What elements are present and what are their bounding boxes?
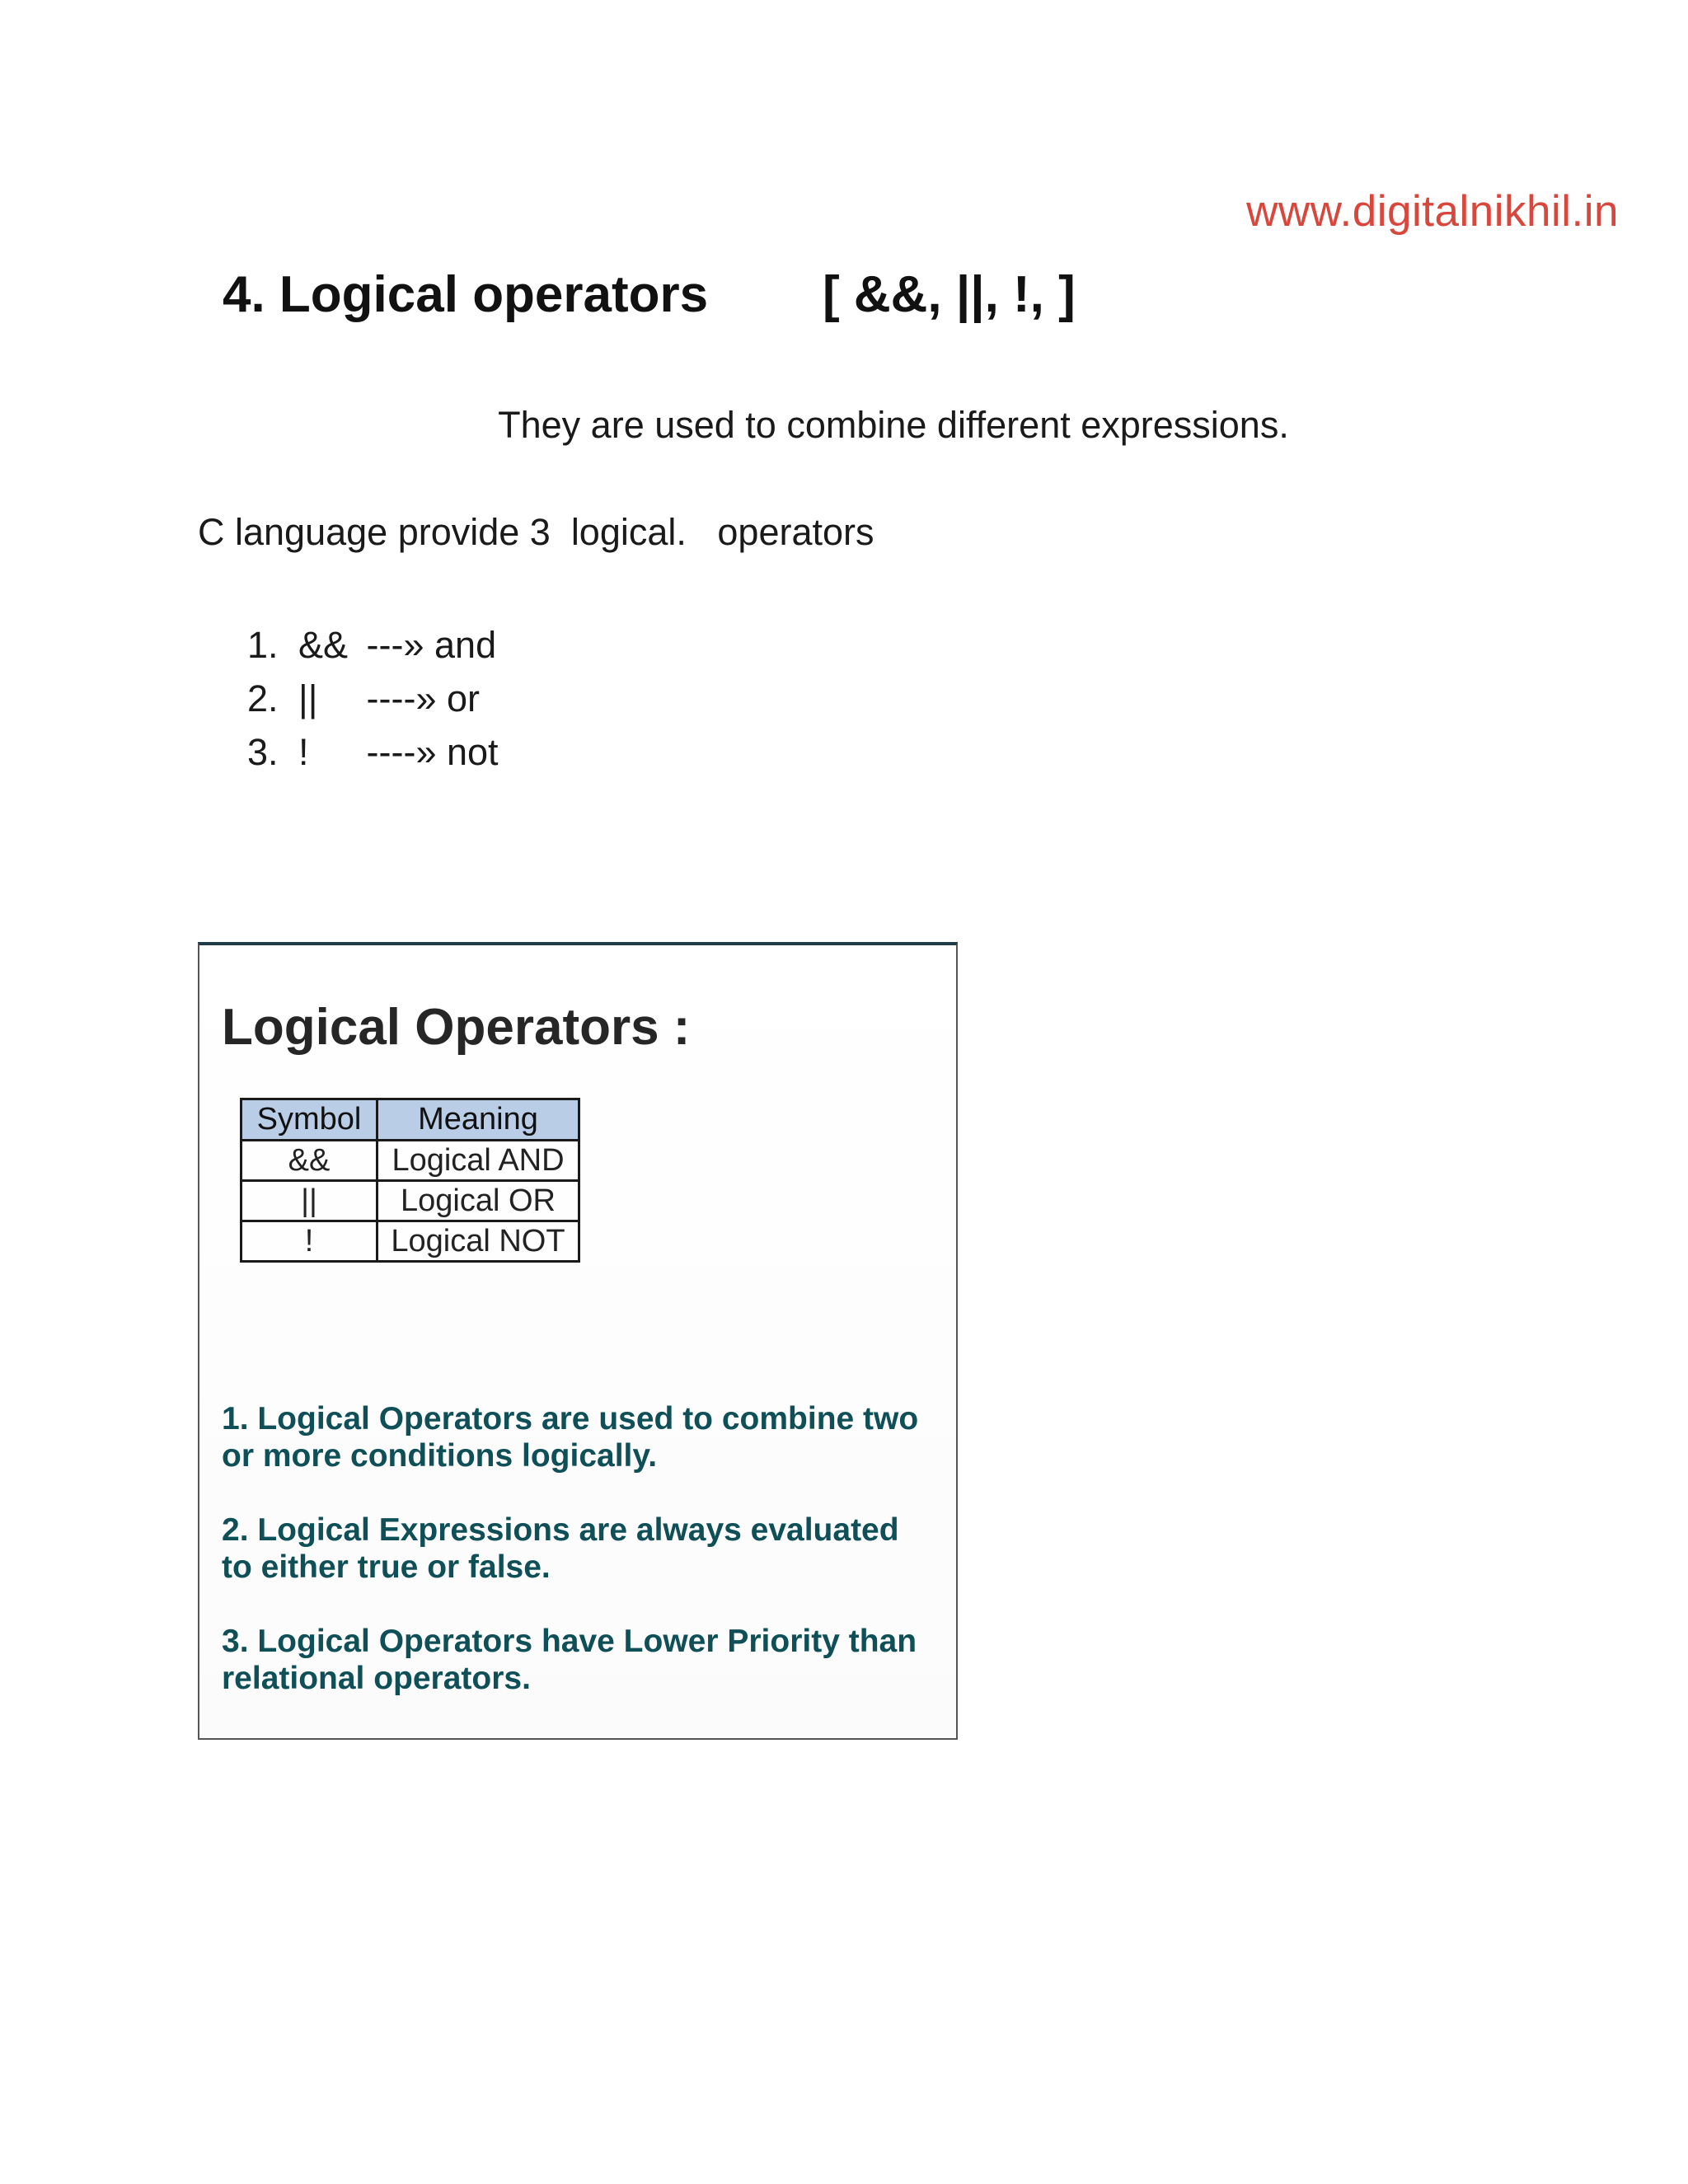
operator-list [247,618,499,779]
notes-list [222,1400,931,1734]
list-item [247,672,499,725]
column-header-meaning: Meaning [377,1099,579,1141]
list-symbol: ! [298,731,309,773]
table-cell: Logical NOT [377,1221,579,1262]
note-item: 1. Logical Operators are used to combine two or more conditions logically. [222,1401,919,1474]
list-number: 2. [247,677,279,719]
list-arrow: ----» [366,677,437,719]
intro-description: They are used to combine different expressions. [498,404,1289,446]
site-url-link[interactable]: www.digitalnikhil.in [1246,187,1619,236]
table-cell: || [241,1181,377,1221]
logical-operators-card [198,942,958,1740]
table-row [241,1181,579,1221]
list-word: or [447,677,481,719]
operators-table [240,1098,580,1263]
list-arrow: ---» [366,624,424,666]
list-symbol: || [298,677,318,719]
table-row [241,1221,579,1262]
list-arrow: ----» [366,731,437,773]
list-item [247,618,499,672]
operator-symbols: [ &&, ||, !, ] [823,266,1076,323]
provide-text: C language provide 3 logical. operators [198,511,874,553]
table-header-row [241,1099,579,1141]
note-item: 3. Logical Operators have Lower Priority than relational operators. [222,1624,917,1696]
section-title: 4. Logical operators [223,266,709,323]
table-cell: Logical AND [377,1141,579,1181]
list-symbol: && [298,624,349,666]
list-item [247,725,499,779]
list-number: 1. [247,624,279,666]
list-word: and [434,624,497,666]
table-cell: ! [241,1221,377,1262]
card-title: Logical Operators : [222,999,691,1056]
table-cell: Logical OR [377,1181,579,1221]
note-item: 2. Logical Expressions are always evaluated to either true or false. [222,1512,899,1585]
table-cell: && [241,1141,377,1181]
table-row [241,1141,579,1181]
column-header-symbol: Symbol [241,1099,377,1141]
list-word: not [447,731,499,773]
list-number: 3. [247,731,279,773]
section-heading [223,265,1212,331]
